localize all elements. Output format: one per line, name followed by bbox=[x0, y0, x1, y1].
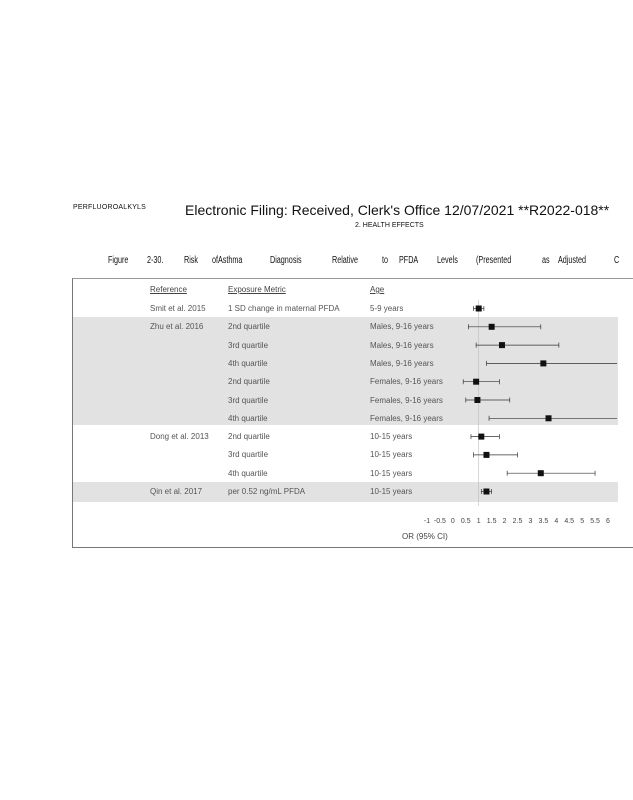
x-tick-label: 5.5 bbox=[590, 518, 600, 525]
row-exposure: 3rd quartile bbox=[228, 340, 269, 350]
x-tick-label: 0 bbox=[450, 518, 455, 525]
x-tick-label: 5 bbox=[580, 518, 585, 525]
odds-ratio-point bbox=[478, 434, 484, 440]
row-reference: Zhu et al. 2016 bbox=[150, 322, 204, 332]
row-age: 10-15 years bbox=[370, 487, 413, 496]
caption-word: Adjusted bbox=[558, 255, 587, 266]
odds-ratio-point bbox=[483, 489, 489, 495]
document-header-left: PERFLUOROALKYLS bbox=[73, 204, 147, 211]
x-tick-label: -0.5 bbox=[433, 518, 446, 525]
row-exposure: 4th quartile bbox=[228, 413, 268, 423]
row-age: Males, 9-16 years bbox=[370, 340, 434, 350]
row-reference: Smit et al. 2015 bbox=[150, 304, 206, 313]
odds-ratio-point bbox=[538, 470, 544, 476]
caption-word: ofAsthma bbox=[212, 255, 243, 266]
row-exposure: 4th quartile bbox=[228, 358, 268, 368]
row-age: Females, 9-16 years bbox=[370, 377, 443, 387]
caption-word: (Presented bbox=[476, 255, 512, 266]
section-header: 2. HEALTH EFFECTS bbox=[355, 222, 424, 229]
x-tick-label: 0.5 bbox=[460, 518, 471, 525]
column-header-age: Age bbox=[370, 285, 385, 294]
row-age: 10-15 years bbox=[370, 450, 413, 460]
row-exposure: 2nd quartile bbox=[228, 377, 270, 387]
row-reference: Qin et al. 2017 bbox=[150, 487, 203, 496]
row-exposure: 2nd quartile bbox=[228, 322, 270, 332]
x-tick-label: 2.5 bbox=[512, 518, 523, 525]
odds-ratio-point bbox=[489, 324, 495, 330]
caption-word: Diagnosis bbox=[270, 255, 302, 266]
x-tick-label: 4 bbox=[554, 518, 559, 525]
x-tick-label: 1 bbox=[476, 518, 481, 525]
x-tick-label: 2 bbox=[502, 518, 507, 525]
row-exposure: per 0.52 ng/mL PFDA bbox=[228, 487, 306, 496]
row-exposure: 2nd quartile bbox=[228, 432, 270, 442]
row-exposure: 1 SD change in maternal PFDA bbox=[228, 304, 340, 313]
row-age: Males, 9-16 years bbox=[370, 322, 434, 332]
column-header-exposure: Exposure Metric bbox=[228, 285, 286, 294]
column-header-reference: Reference bbox=[150, 285, 187, 294]
odds-ratio-point bbox=[483, 452, 489, 458]
odds-ratio-point bbox=[476, 306, 482, 312]
row-exposure: 4th quartile bbox=[228, 468, 268, 478]
odds-ratio-point bbox=[474, 397, 480, 403]
caption-word: to bbox=[382, 255, 389, 266]
x-tick-label: 1.5 bbox=[486, 518, 497, 525]
row-age: Females, 9-16 years bbox=[370, 395, 443, 405]
odds-ratio-point bbox=[540, 360, 546, 366]
caption-word: Risk bbox=[184, 255, 199, 266]
caption-word: PFDA bbox=[399, 255, 419, 266]
row-age: 10-15 years bbox=[370, 468, 413, 478]
caption-word: Levels bbox=[437, 255, 458, 266]
caption-word: Figure bbox=[108, 255, 129, 266]
row-age: 10-15 years bbox=[370, 432, 413, 442]
x-tick-label: 3.5 bbox=[538, 518, 549, 525]
x-tick-label: 4.5 bbox=[564, 518, 575, 525]
odds-ratio-point bbox=[499, 342, 505, 348]
x-tick-label: -1 bbox=[423, 518, 431, 525]
caption-word: C bbox=[614, 255, 620, 266]
odds-ratio-point bbox=[546, 415, 552, 421]
x-tick-label: 3 bbox=[528, 518, 533, 525]
caption-word: Relative bbox=[332, 255, 359, 266]
row-reference: Dong et al. 2013 bbox=[150, 432, 209, 442]
filing-stamp-title: Electronic Filing: Received, Clerk's Office 12/07/2021 **R2022-018** bbox=[185, 202, 610, 218]
row-exposure: 3rd quartile bbox=[228, 450, 269, 460]
caption-word: 2-30. bbox=[147, 255, 164, 266]
odds-ratio-point bbox=[473, 379, 479, 385]
x-tick-label: 6 bbox=[606, 518, 610, 525]
row-age: 5-9 years bbox=[370, 304, 404, 313]
x-axis-label: OR (95% CI) bbox=[402, 532, 448, 541]
row-age: Males, 9-16 years bbox=[370, 358, 434, 368]
row-age: Females, 9-16 years bbox=[370, 413, 443, 423]
caption-word: as bbox=[542, 255, 550, 266]
row-exposure: 3rd quartile bbox=[228, 395, 269, 405]
